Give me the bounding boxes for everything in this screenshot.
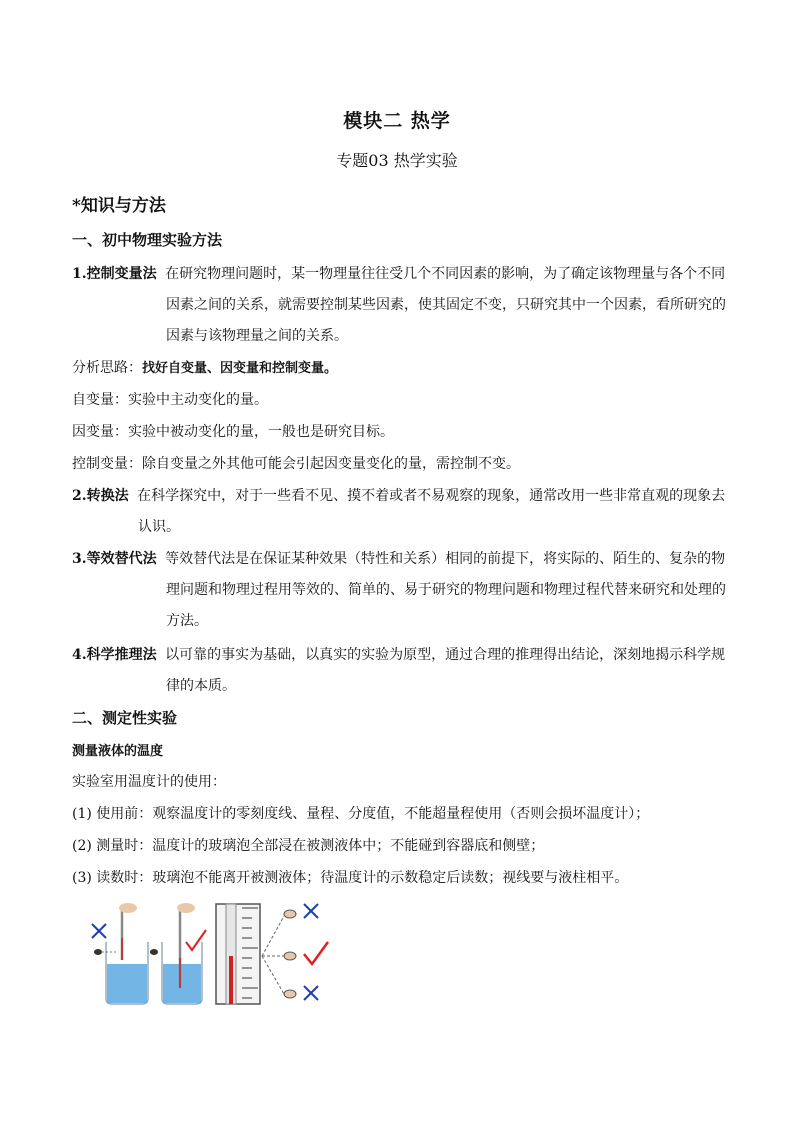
dependent-variable: 因变量：实验中被动变化的量，一般也是研究目标。 xyxy=(72,424,394,440)
method-3-term: 3.等效替代法 xyxy=(72,551,157,567)
method-3-line-1: 等效替代法是在保证某种效果（特性和关系）相同的前提下，将实际的、陌生的、复杂的物 xyxy=(165,551,726,567)
beaker-wrong-illustration xyxy=(92,903,148,1004)
section2-subheading: 测量液体的温度 xyxy=(72,744,164,759)
page-title: 模块二 热学 xyxy=(343,110,451,132)
section1-heading: 一、初中物理实验方法 xyxy=(72,231,223,249)
method-3-line-2: 理问题和物理过程用等效的、简单的、易于研究的物理问题和物理过程代替来研究和处理的 xyxy=(166,582,726,598)
section2-intro: 实验室用温度计的使用： xyxy=(72,774,226,790)
analysis-bold: 找好自变量、因变量和控制变量。 xyxy=(142,361,338,376)
method-4-term: 4.科学推理法 xyxy=(72,647,157,663)
method-4 xyxy=(72,644,725,664)
method-4-line-1: 以可靠的事实为基础，以真实的实验为原型，通过合理的推理得出结论，深刻地揭示科学规 xyxy=(165,647,726,663)
beaker-right-illustration xyxy=(150,903,206,1004)
method-2-term: 2.转换法 xyxy=(72,488,129,504)
method-1-line-2: 因素之间的关系，就需要控制某些因素，使其固定不变，只研究其中一个因素，看所研究的 xyxy=(166,297,726,313)
method-1-line-1: 在研究物理问题时，某一物理量往往受几个不同因素的影响，为了确定该物理量与各个不同 xyxy=(165,266,726,282)
usage-item-3: (3) 读数时：玻璃泡不能离开被测液体；待温度计的示数稳定后读数；视线要与液柱相平。 xyxy=(72,870,629,886)
method-1-line-3: 因素与该物理量之间的关系。 xyxy=(166,328,348,344)
method-2-line-1: 在科学探究中，对于一些看不见、摸不着或者不易观察的现象，通常改用一些非常直观的现象去 xyxy=(137,488,726,504)
usage-item-2: (2) 测量时：温度计的玻璃泡全部浸在被测液体中；不能碰到容器底和侧壁； xyxy=(72,838,545,854)
controlled-variable: 控制变量：除自变量之外其他可能会引起因变量变化的量，需控制不变。 xyxy=(72,456,520,472)
method-4-line-2: 律的本质。 xyxy=(166,678,236,694)
usage-item-1: (1) 使用前：观察温度计的零刻度线、量程、分度值，不能超量程使用（否则会损坏温度计）； xyxy=(72,806,650,822)
analysis-line xyxy=(72,357,337,377)
independent-variable: 自变量：实验中主动变化的量。 xyxy=(72,392,268,408)
method-3 xyxy=(72,548,725,568)
thermometer-usage-illustration xyxy=(86,898,342,1008)
method-2 xyxy=(72,485,725,505)
section-knowledge-heading: *知识与方法 xyxy=(72,196,166,216)
section2-heading: 二、测定性实验 xyxy=(72,709,178,727)
method-3-line-3: 方法。 xyxy=(166,613,208,629)
analysis-label: 分析思路： xyxy=(72,360,142,376)
thermometer-closeup xyxy=(216,904,328,1004)
method-1-term: 1.控制变量法 xyxy=(72,266,157,282)
method-2-line-2: 认识。 xyxy=(138,519,180,535)
right-mark-1 xyxy=(186,930,206,950)
page-subtitle: 专题03 热学实验 xyxy=(336,151,458,170)
method-1 xyxy=(72,263,725,283)
